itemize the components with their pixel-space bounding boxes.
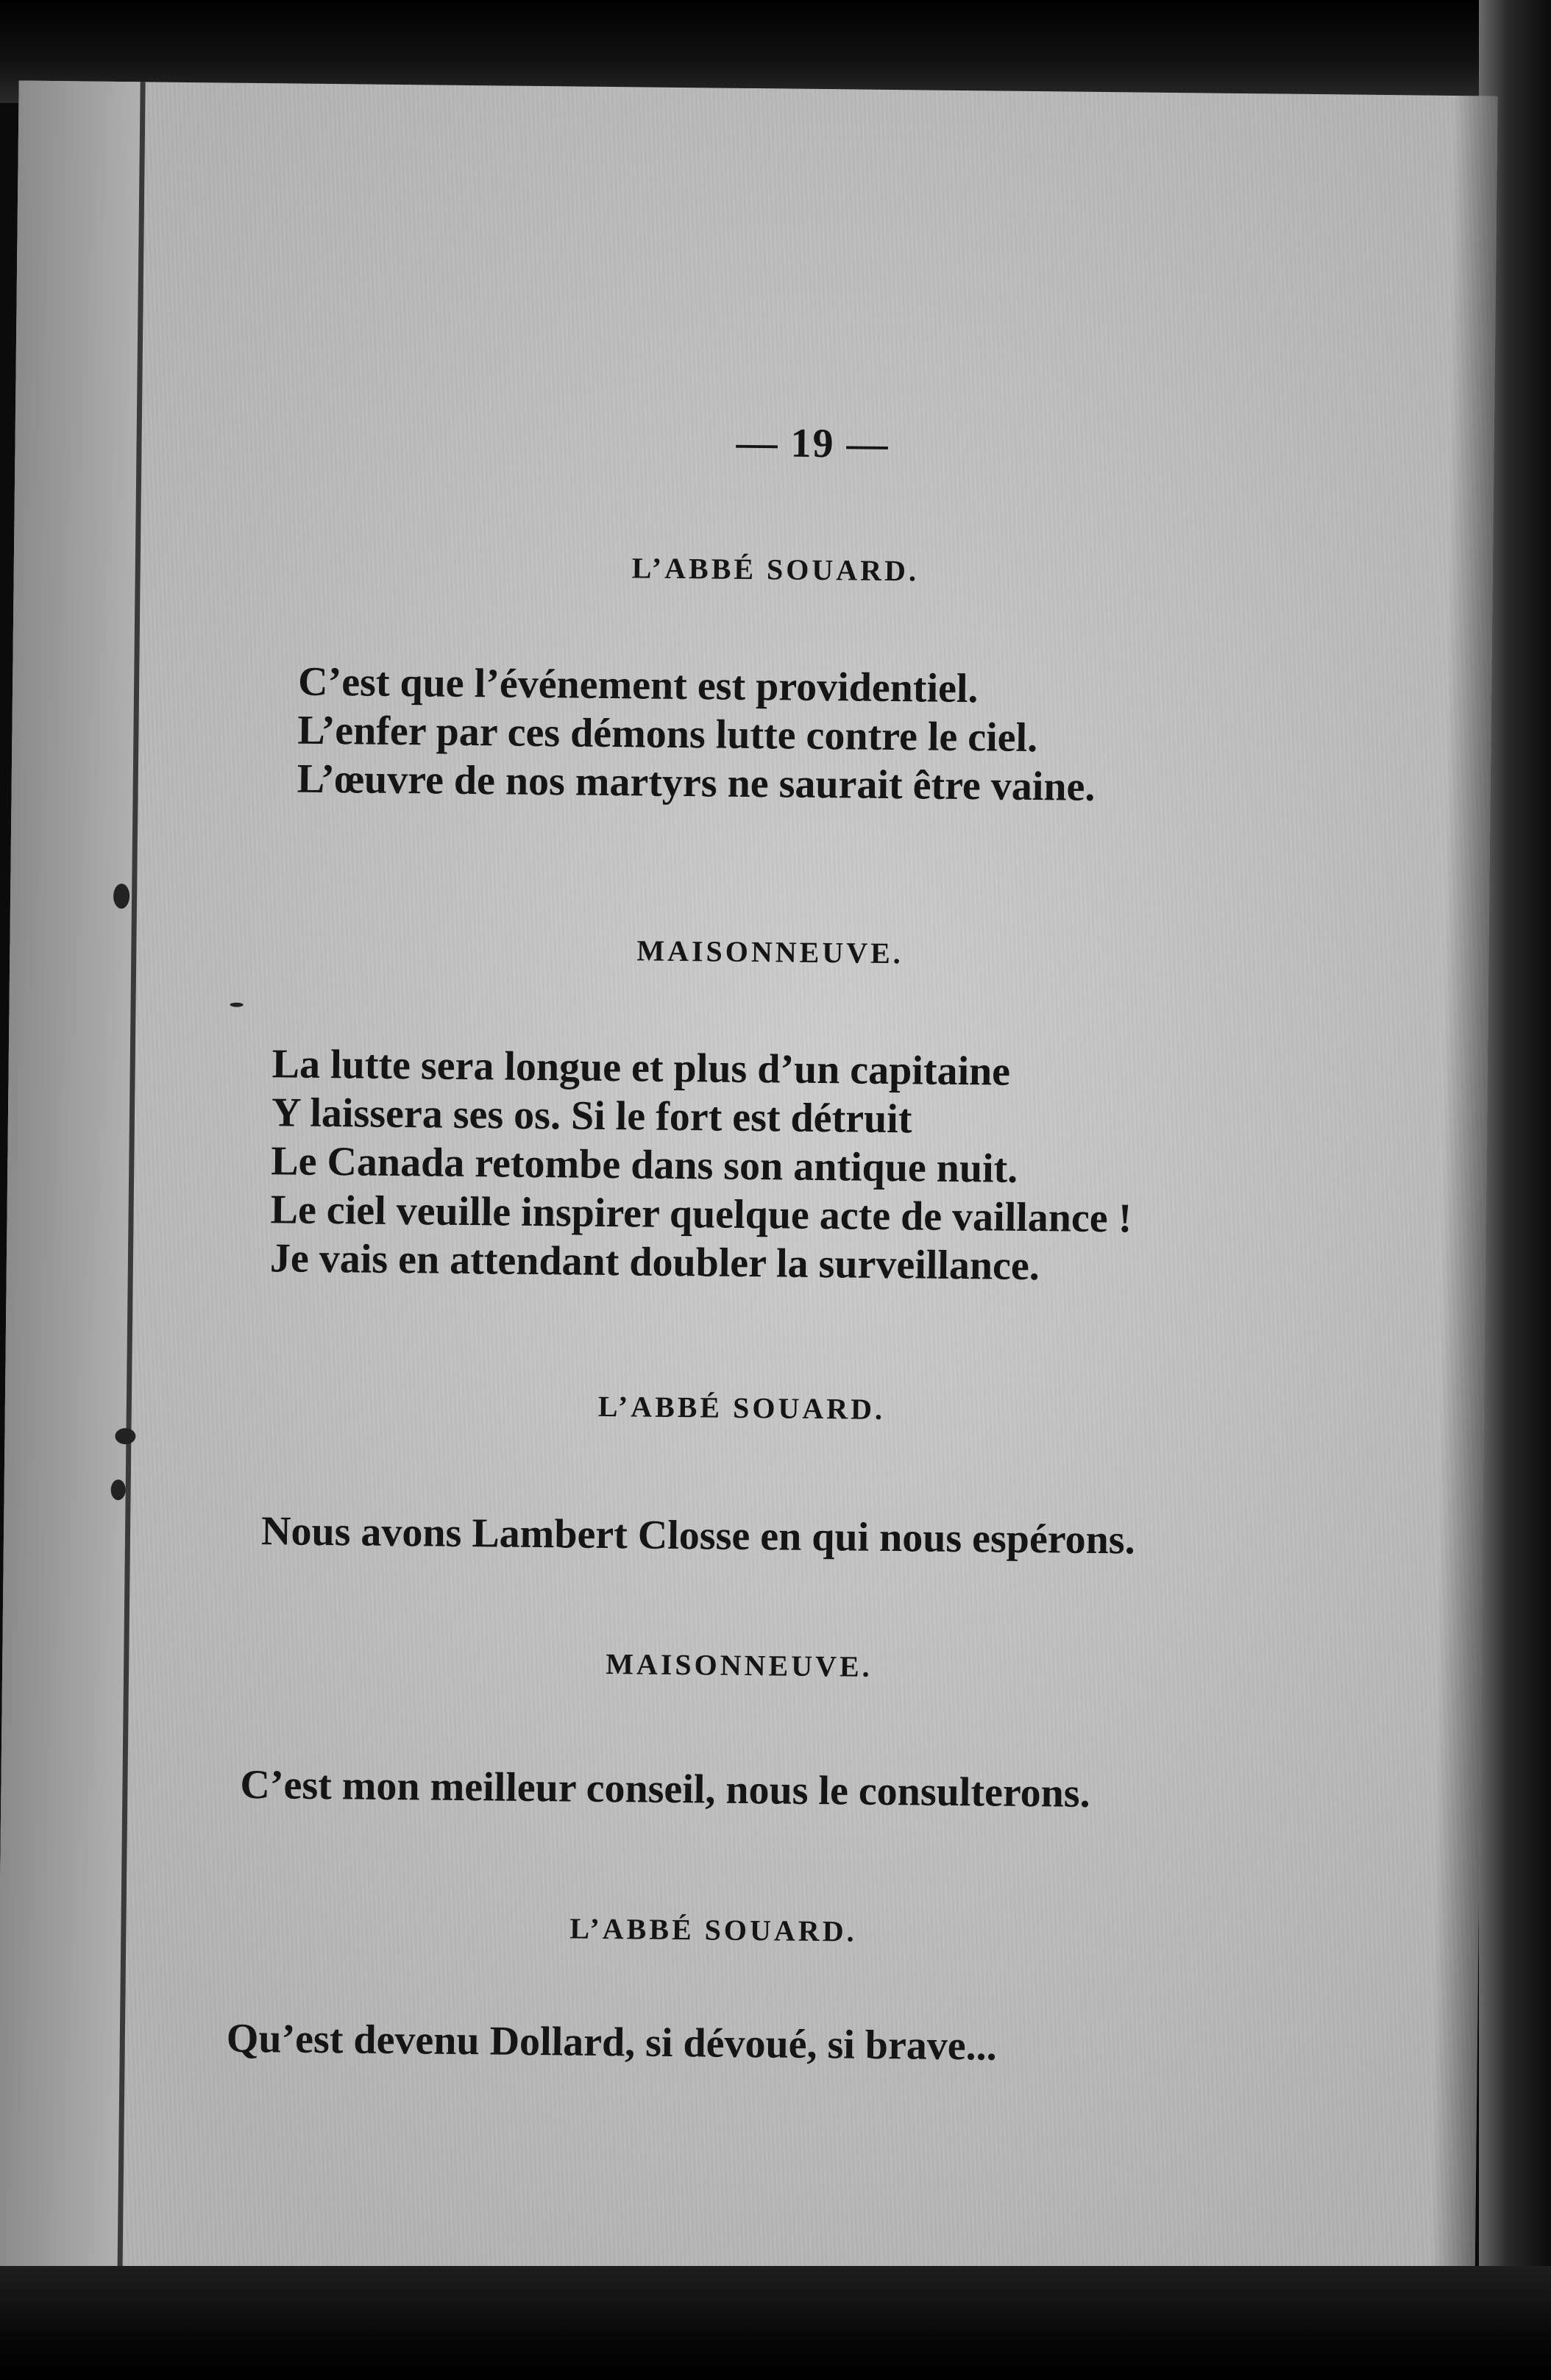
verse-line: L’œuvre de nos martyrs ne saurait être vaine. [297,756,1096,810]
verse-line: C’est que l’événement est providentiel. [297,658,979,712]
verse-block [270,1040,1134,1291]
page-gutter [0,81,141,2282]
verse-block [227,2014,998,2071]
ink-mark [115,1428,135,1444]
ink-mark [230,1003,244,1007]
verse-line: C’est mon meilleur conseil, nous le consulterons. [240,1761,1090,1816]
page-number: — 19 — [736,419,890,467]
verse-line: Qu’est devenu Dollard, si dévoué, si brave... [226,2015,998,2070]
scan-border-bottom [0,2266,1551,2380]
verse-line: Nous avons Lambert Closse en qui nous espérons. [260,1508,1135,1563]
verse-line: Je vais en attendant doubler la surveillance. [269,1235,1040,1290]
book-page [0,81,1498,2296]
verse-block [297,658,1096,811]
speaker-name: MAISONNEUVE. [636,934,904,970]
verse-line: Le Canada retombe dans son antique nuit. [271,1138,1018,1192]
verse-block [261,1507,1135,1564]
speaker-name: L’ABBÉ SOUARD. [631,551,920,588]
verse-line: L’enfer par ces démons lutte contre le ciel. [297,707,1038,761]
verse-line: Le ciel veuille inspirer quelque acte de vaillance ! [270,1187,1132,1242]
speaker-name: L’ABBÉ SOUARD. [597,1389,886,1426]
verse-line: Y laissera ses os. Si le fort est détruit [271,1090,912,1143]
verse-block [240,1761,1090,1818]
speaker-name: L’ABBÉ SOUARD. [569,1911,857,1948]
speaker-name: MAISONNEUVE. [605,1647,873,1683]
verse-line: La lutte sera longue et plus d’un capitaine [271,1041,1011,1095]
